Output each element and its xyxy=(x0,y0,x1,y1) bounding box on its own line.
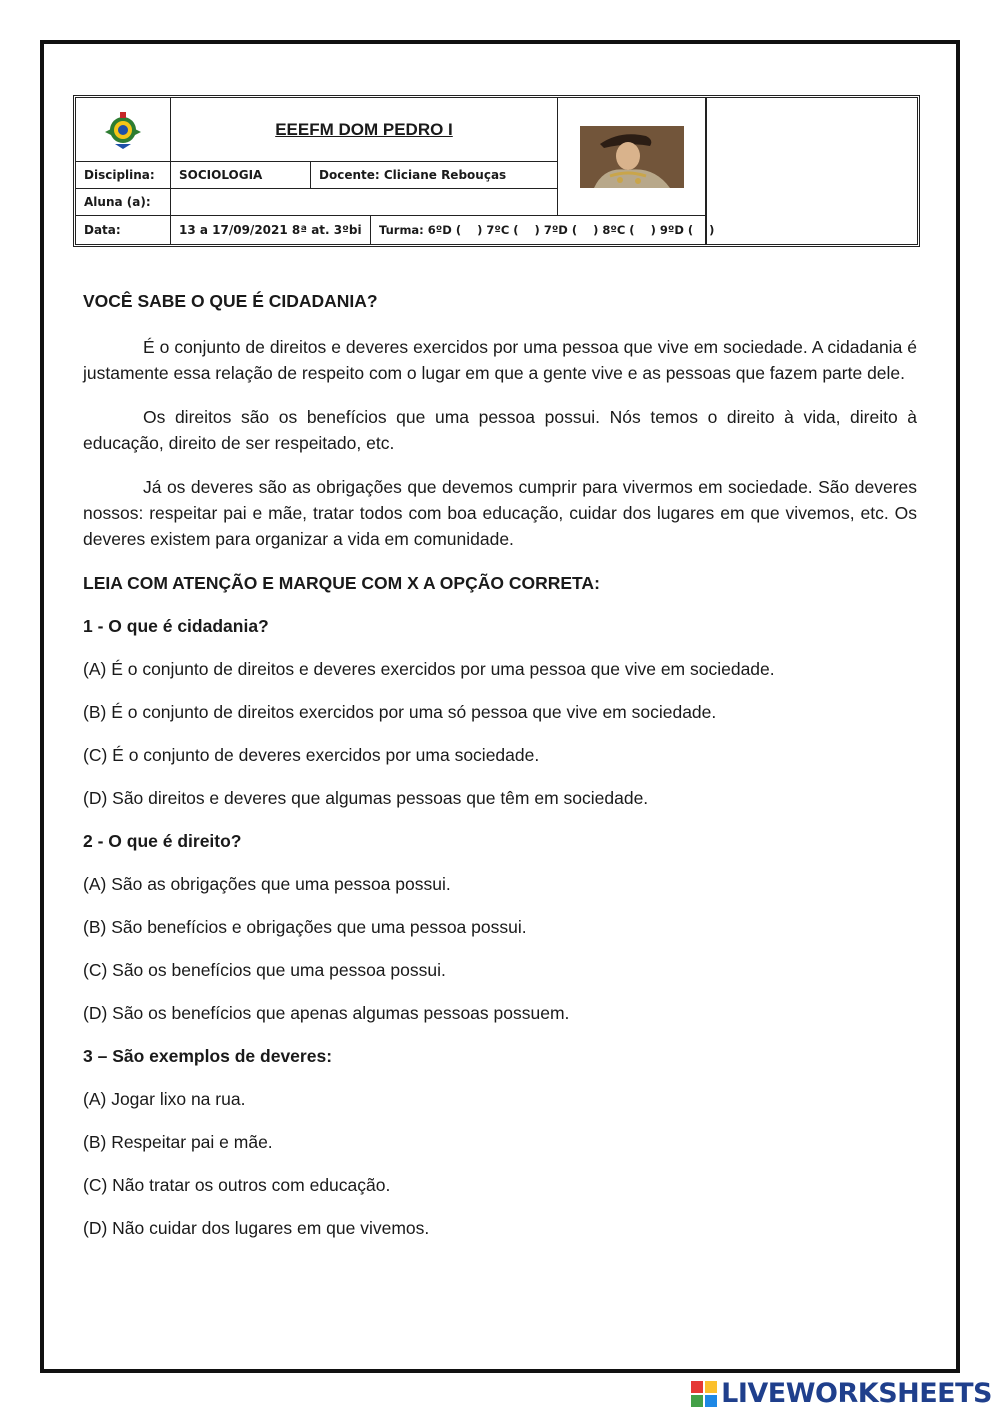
question-1-title: 1 - O que é cidadania? xyxy=(83,616,269,636)
question-2-option-a[interactable]: (A) São as obrigações que uma pessoa possui. xyxy=(83,874,451,894)
portrait-cell xyxy=(558,98,706,216)
logo-cell xyxy=(76,98,171,162)
question-2-option-b[interactable]: (B) São benefícios e obrigações que uma pessoa possui. xyxy=(83,917,527,937)
data-value: 13 a 17/09/2021 8ª at. 3ºbi xyxy=(171,216,371,244)
question-3-option-b[interactable]: (B) Respeitar pai e mãe. xyxy=(83,1132,273,1152)
question-3-option-a[interactable]: (A) Jogar lixo na rua. xyxy=(83,1089,246,1109)
liveworksheets-logo-icon xyxy=(691,1381,717,1407)
question-3-option-d[interactable]: (D) Não cuidar dos lugares em que vivemos. xyxy=(83,1218,430,1238)
question-3-title: 3 – São exemplos de deveres: xyxy=(83,1046,333,1066)
liveworksheets-footer[interactable] xyxy=(691,1378,992,1409)
question-1-option-d[interactable]: (D) São direitos e deveres que algumas pessoas que têm em sociedade. xyxy=(83,788,649,808)
worksheet-header xyxy=(73,95,920,247)
aluna-field[interactable] xyxy=(171,189,558,216)
data-label: Data: xyxy=(76,216,171,244)
question-2-title: 2 - O que é direito? xyxy=(83,831,242,851)
question-2-option-d[interactable]: (D) São os benefícios que apenas algumas pessoas possuem. xyxy=(83,1003,570,1023)
question-1-option-c[interactable]: (C) É o conjunto de deveres exercidos por uma sociedade. xyxy=(83,745,540,765)
worksheet-content xyxy=(83,288,917,1241)
blank-cell xyxy=(706,98,917,244)
question-3-option-c[interactable]: (C) Não tratar os outros com educação. xyxy=(83,1175,391,1195)
intro-paragraph-1: É o conjunto de direitos e deveres exercidos por uma pessoa que vive em sociedade. A cidadania é justamente essa relação de respeito com o lugar em que a gente vive e as pessoas que fazem parte dele. xyxy=(83,337,917,383)
turma: Turma: 6ºD ( ) 7ºC ( ) 7ºD ( ) 8ºC ( ) 9ºD ( ) xyxy=(371,216,706,244)
aluna-label: Aluna (a): xyxy=(76,189,171,216)
intro-title: VOCÊ SABE O QUE É CIDADANIA? xyxy=(83,291,378,311)
disciplina-value: SOCIOLOGIA xyxy=(171,162,311,189)
question-1-option-b[interactable]: (B) É o conjunto de direitos exercidos por uma só pessoa que vive em sociedade. xyxy=(83,702,717,722)
question-1-option-a[interactable]: (A) É o conjunto de direitos e deveres exercidos por uma pessoa que vive em sociedade. xyxy=(83,659,775,679)
liveworksheets-brand: LIVEWORKSHEETS xyxy=(721,1378,992,1409)
intro-paragraph-3: Já os deveres são as obrigações que devemos cumprir para vivermos em sociedade. São deveres nossos: respeitar pai e mãe, tratar todos com boa educação, cuidar dos lugares em que vivemos, etc. Os deveres existem para organizar a vida em comunidade. xyxy=(83,477,917,549)
docente: Docente: Cliciane Rebouças xyxy=(311,162,558,189)
dom-pedro-portrait xyxy=(580,126,684,188)
instruction: LEIA COM ATENÇÃO E MARQUE COM X A OPÇÃO CORRETA: xyxy=(83,573,600,593)
question-2-option-c[interactable]: (C) São os benefícios que uma pessoa possui. xyxy=(83,960,446,980)
disciplina-label: Disciplina: xyxy=(76,162,171,189)
intro-paragraph-2: Os direitos são os benefícios que uma pessoa possui. Nós temos o direito à vida, direito à educação, direito de ser respeitado, etc. xyxy=(83,407,917,453)
school-crest-icon xyxy=(101,110,145,150)
school-name: EEEFM DOM PEDRO I xyxy=(171,98,558,162)
